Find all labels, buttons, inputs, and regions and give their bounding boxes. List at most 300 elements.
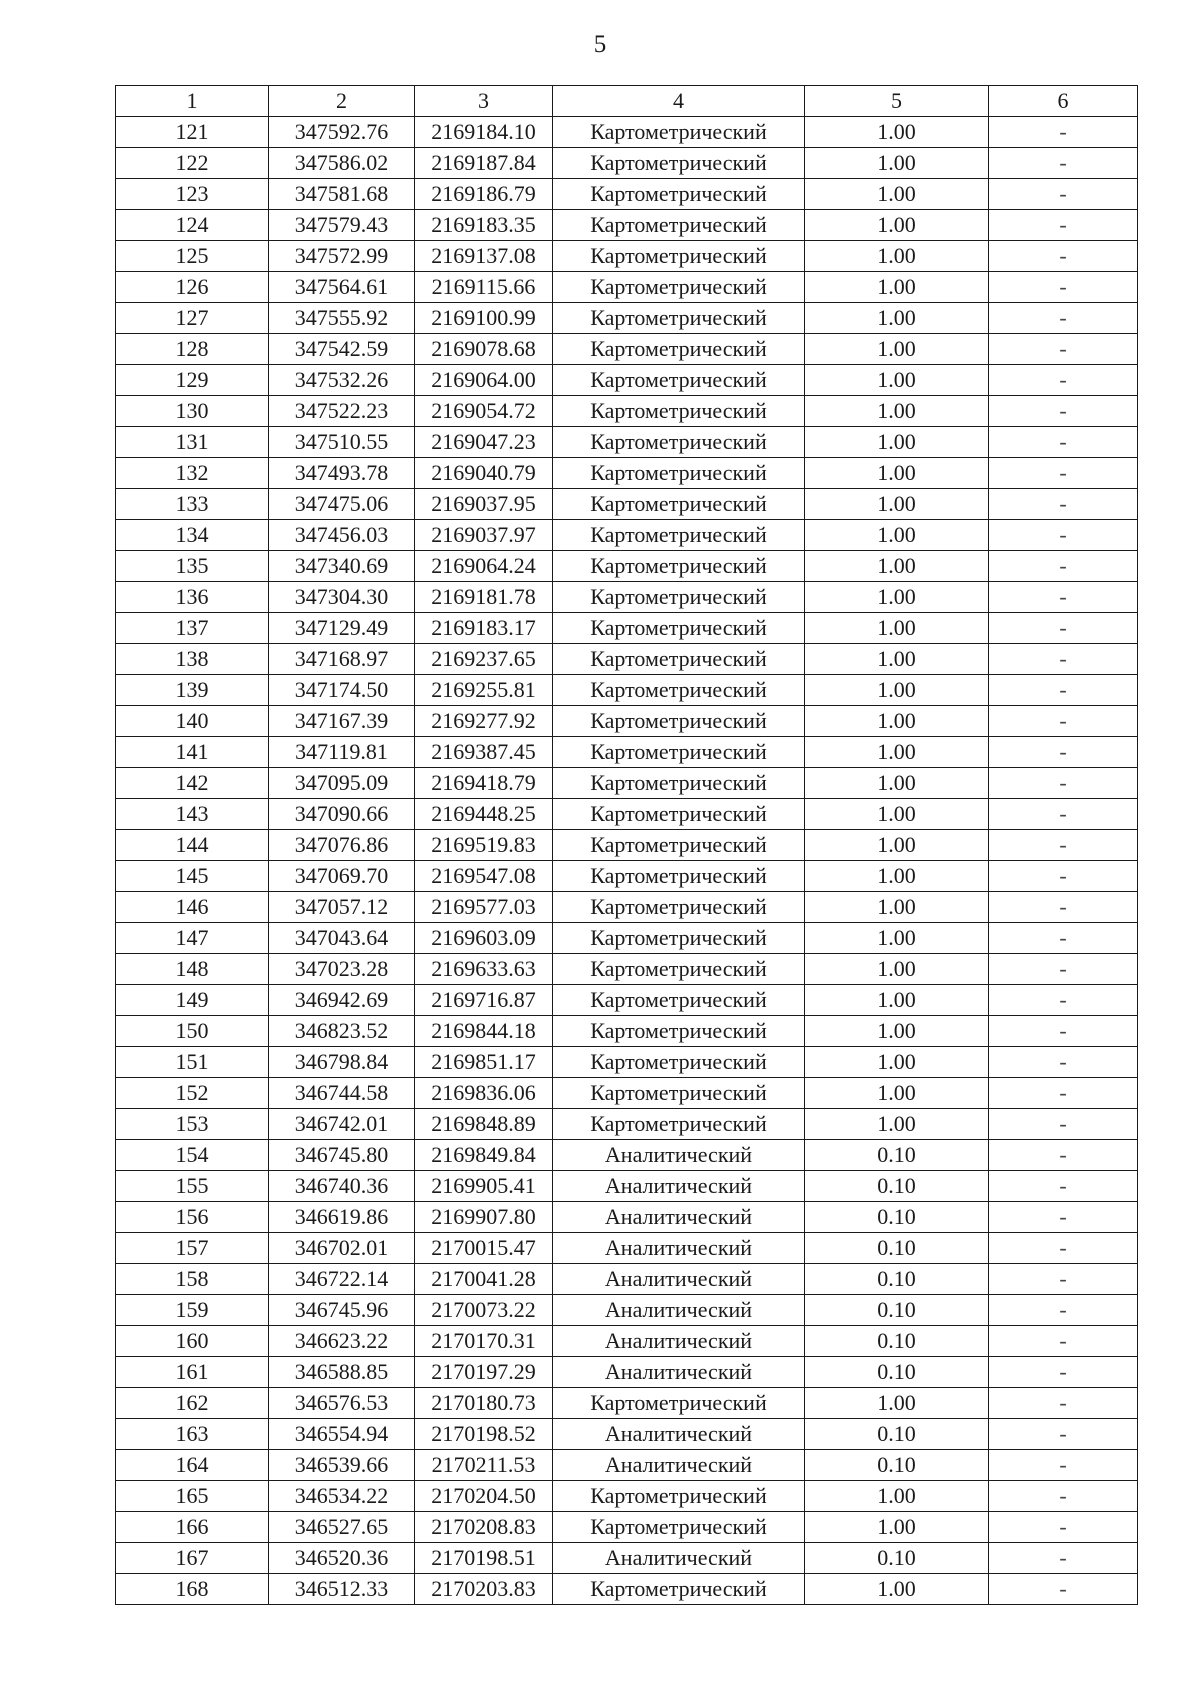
x-coordinate-cell: 346534.22: [269, 1481, 415, 1512]
table-row: [116, 799, 1138, 830]
y-coordinate-cell: 2169387.45: [415, 737, 553, 768]
y-coordinate-cell: 2169100.99: [415, 303, 553, 334]
table-row: [116, 613, 1138, 644]
point-number-cell: 126: [116, 272, 269, 303]
accuracy-cell: 1.00: [805, 1512, 989, 1543]
note-cell: -: [989, 675, 1138, 706]
y-coordinate-cell: 2169448.25: [415, 799, 553, 830]
x-coordinate-cell: 347592.76: [269, 117, 415, 148]
note-cell: -: [989, 613, 1138, 644]
note-cell: -: [989, 1171, 1138, 1202]
x-coordinate-cell: 347069.70: [269, 861, 415, 892]
table-row: [116, 365, 1138, 396]
accuracy-cell: 0.10: [805, 1357, 989, 1388]
table-row: [116, 427, 1138, 458]
point-number-cell: 161: [116, 1357, 269, 1388]
x-coordinate-cell: 346576.53: [269, 1388, 415, 1419]
x-coordinate-cell: 347129.49: [269, 613, 415, 644]
x-coordinate-cell: 346823.52: [269, 1016, 415, 1047]
y-coordinate-cell: 2169047.23: [415, 427, 553, 458]
accuracy-cell: 1.00: [805, 551, 989, 582]
x-coordinate-cell: 347119.81: [269, 737, 415, 768]
accuracy-cell: 1.00: [805, 117, 989, 148]
table-row: [116, 706, 1138, 737]
x-coordinate-cell: 347586.02: [269, 148, 415, 179]
accuracy-cell: 1.00: [805, 954, 989, 985]
point-number-cell: 144: [116, 830, 269, 861]
column-header-3: 3: [415, 86, 553, 117]
x-coordinate-cell: 347456.03: [269, 520, 415, 551]
method-cell: Аналитический: [553, 1264, 805, 1295]
accuracy-cell: 1.00: [805, 1109, 989, 1140]
x-coordinate-cell: 347057.12: [269, 892, 415, 923]
method-cell: Картометрический: [553, 458, 805, 489]
y-coordinate-cell: 2169844.18: [415, 1016, 553, 1047]
y-coordinate-cell: 2169183.17: [415, 613, 553, 644]
y-coordinate-cell: 2169037.97: [415, 520, 553, 551]
method-cell: Картометрический: [553, 1078, 805, 1109]
accuracy-cell: 0.10: [805, 1543, 989, 1574]
y-coordinate-cell: 2170015.47: [415, 1233, 553, 1264]
y-coordinate-cell: 2170198.51: [415, 1543, 553, 1574]
note-cell: -: [989, 1543, 1138, 1574]
point-number-cell: 160: [116, 1326, 269, 1357]
x-coordinate-cell: 347174.50: [269, 675, 415, 706]
x-coordinate-cell: 347510.55: [269, 427, 415, 458]
point-number-cell: 152: [116, 1078, 269, 1109]
point-number-cell: 128: [116, 334, 269, 365]
accuracy-cell: 1.00: [805, 489, 989, 520]
x-coordinate-cell: 346722.14: [269, 1264, 415, 1295]
note-cell: -: [989, 1450, 1138, 1481]
note-cell: -: [989, 1481, 1138, 1512]
note-cell: -: [989, 861, 1138, 892]
method-cell: Картометрический: [553, 396, 805, 427]
y-coordinate-cell: 2169577.03: [415, 892, 553, 923]
note-cell: -: [989, 365, 1138, 396]
x-coordinate-cell: 347493.78: [269, 458, 415, 489]
method-cell: Картометрический: [553, 210, 805, 241]
column-header-2: 2: [269, 86, 415, 117]
point-number-cell: 141: [116, 737, 269, 768]
accuracy-cell: 0.10: [805, 1171, 989, 1202]
method-cell: Аналитический: [553, 1357, 805, 1388]
x-coordinate-cell: 347542.59: [269, 334, 415, 365]
point-number-cell: 146: [116, 892, 269, 923]
accuracy-cell: 1.00: [805, 644, 989, 675]
table-row: [116, 1481, 1138, 1512]
accuracy-cell: 1.00: [805, 1047, 989, 1078]
x-coordinate-cell: 347090.66: [269, 799, 415, 830]
y-coordinate-cell: 2169255.81: [415, 675, 553, 706]
table-row: [116, 458, 1138, 489]
accuracy-cell: 1.00: [805, 799, 989, 830]
y-coordinate-cell: 2170180.73: [415, 1388, 553, 1419]
accuracy-cell: 0.10: [805, 1295, 989, 1326]
point-number-cell: 142: [116, 768, 269, 799]
x-coordinate-cell: 346619.86: [269, 1202, 415, 1233]
x-coordinate-cell: 346512.33: [269, 1574, 415, 1605]
y-coordinate-cell: 2169547.08: [415, 861, 553, 892]
x-coordinate-cell: 346742.01: [269, 1109, 415, 1140]
point-number-cell: 155: [116, 1171, 269, 1202]
accuracy-cell: 0.10: [805, 1419, 989, 1450]
point-number-cell: 123: [116, 179, 269, 210]
y-coordinate-cell: 2169184.10: [415, 117, 553, 148]
table-row: [116, 582, 1138, 613]
accuracy-cell: 1.00: [805, 334, 989, 365]
note-cell: -: [989, 1419, 1138, 1450]
y-coordinate-cell: 2169907.80: [415, 1202, 553, 1233]
x-coordinate-cell: 347304.30: [269, 582, 415, 613]
y-coordinate-cell: 2169277.92: [415, 706, 553, 737]
method-cell: Картометрический: [553, 1574, 805, 1605]
method-cell: Картометрический: [553, 954, 805, 985]
table-row: [116, 396, 1138, 427]
y-coordinate-cell: 2169851.17: [415, 1047, 553, 1078]
point-number-cell: 124: [116, 210, 269, 241]
y-coordinate-cell: 2169064.24: [415, 551, 553, 582]
point-number-cell: 162: [116, 1388, 269, 1419]
y-coordinate-cell: 2169519.83: [415, 830, 553, 861]
accuracy-cell: 1.00: [805, 737, 989, 768]
table-row: [116, 861, 1138, 892]
point-number-cell: 151: [116, 1047, 269, 1078]
note-cell: -: [989, 1202, 1138, 1233]
x-coordinate-cell: 346702.01: [269, 1233, 415, 1264]
accuracy-cell: 1.00: [805, 768, 989, 799]
table-row: [116, 1233, 1138, 1264]
method-cell: Картометрический: [553, 1047, 805, 1078]
point-number-cell: 127: [116, 303, 269, 334]
method-cell: Картометрический: [553, 892, 805, 923]
x-coordinate-cell: 346745.96: [269, 1295, 415, 1326]
method-cell: Картометрический: [553, 334, 805, 365]
accuracy-cell: 1.00: [805, 675, 989, 706]
point-number-cell: 136: [116, 582, 269, 613]
y-coordinate-cell: 2170073.22: [415, 1295, 553, 1326]
accuracy-cell: 1.00: [805, 396, 989, 427]
point-number-cell: 138: [116, 644, 269, 675]
table-row: [116, 1109, 1138, 1140]
y-coordinate-cell: 2169064.00: [415, 365, 553, 396]
x-coordinate-cell: 347579.43: [269, 210, 415, 241]
x-coordinate-cell: 346539.66: [269, 1450, 415, 1481]
note-cell: -: [989, 737, 1138, 768]
point-number-cell: 139: [116, 675, 269, 706]
y-coordinate-cell: 2170170.31: [415, 1326, 553, 1357]
accuracy-cell: 0.10: [805, 1450, 989, 1481]
y-coordinate-cell: 2169237.65: [415, 644, 553, 675]
y-coordinate-cell: 2170197.29: [415, 1357, 553, 1388]
page-number: 5: [593, 31, 607, 58]
x-coordinate-cell: 346554.94: [269, 1419, 415, 1450]
point-number-cell: 153: [116, 1109, 269, 1140]
accuracy-cell: 1.00: [805, 179, 989, 210]
x-coordinate-cell: 347340.69: [269, 551, 415, 582]
point-number-cell: 156: [116, 1202, 269, 1233]
note-cell: -: [989, 892, 1138, 923]
x-coordinate-cell: 347043.64: [269, 923, 415, 954]
method-cell: Аналитический: [553, 1171, 805, 1202]
method-cell: Аналитический: [553, 1543, 805, 1574]
method-cell: Аналитический: [553, 1140, 805, 1171]
method-cell: Картометрический: [553, 365, 805, 396]
x-coordinate-cell: 346588.85: [269, 1357, 415, 1388]
table-row: [116, 241, 1138, 272]
x-coordinate-cell: 346520.36: [269, 1543, 415, 1574]
point-number-cell: 132: [116, 458, 269, 489]
note-cell: -: [989, 923, 1138, 954]
y-coordinate-cell: 2169187.84: [415, 148, 553, 179]
accuracy-cell: 1.00: [805, 148, 989, 179]
accuracy-cell: 1.00: [805, 613, 989, 644]
table-row: [116, 1388, 1138, 1419]
method-cell: Картометрический: [553, 768, 805, 799]
table-row: [116, 1512, 1138, 1543]
note-cell: -: [989, 1326, 1138, 1357]
method-cell: Картометрический: [553, 1512, 805, 1543]
table-row: [116, 148, 1138, 179]
table-row: [116, 1574, 1138, 1605]
column-header-1: 1: [116, 86, 269, 117]
table-row: [116, 1047, 1138, 1078]
x-coordinate-cell: 347555.92: [269, 303, 415, 334]
accuracy-cell: 1.00: [805, 892, 989, 923]
note-cell: -: [989, 1140, 1138, 1171]
note-cell: -: [989, 117, 1138, 148]
table-row: [116, 923, 1138, 954]
y-coordinate-cell: 2169183.35: [415, 210, 553, 241]
method-cell: Аналитический: [553, 1202, 805, 1233]
column-header-4: 4: [553, 86, 805, 117]
x-coordinate-cell: 346623.22: [269, 1326, 415, 1357]
table-row: [116, 303, 1138, 334]
note-cell: -: [989, 954, 1138, 985]
x-coordinate-cell: 347168.97: [269, 644, 415, 675]
note-cell: -: [989, 520, 1138, 551]
table-row: [116, 985, 1138, 1016]
note-cell: -: [989, 427, 1138, 458]
y-coordinate-cell: 2169186.79: [415, 179, 553, 210]
method-cell: Картометрический: [553, 241, 805, 272]
method-cell: Аналитический: [553, 1326, 805, 1357]
method-cell: Картометрический: [553, 923, 805, 954]
y-coordinate-cell: 2169633.63: [415, 954, 553, 985]
method-cell: Картометрический: [553, 179, 805, 210]
accuracy-cell: 1.00: [805, 272, 989, 303]
table-row: [116, 1140, 1138, 1171]
y-coordinate-cell: 2169078.68: [415, 334, 553, 365]
note-cell: -: [989, 830, 1138, 861]
method-cell: Картометрический: [553, 737, 805, 768]
x-coordinate-cell: 347522.23: [269, 396, 415, 427]
method-cell: Картометрический: [553, 985, 805, 1016]
point-number-cell: 125: [116, 241, 269, 272]
table-row: [116, 1171, 1138, 1202]
point-number-cell: 147: [116, 923, 269, 954]
method-cell: Картометрический: [553, 1109, 805, 1140]
accuracy-cell: 1.00: [805, 303, 989, 334]
y-coordinate-cell: 2169849.84: [415, 1140, 553, 1171]
y-coordinate-cell: 2170211.53: [415, 1450, 553, 1481]
point-number-cell: 154: [116, 1140, 269, 1171]
note-cell: -: [989, 1574, 1138, 1605]
table-row: [116, 210, 1138, 241]
x-coordinate-cell: 346942.69: [269, 985, 415, 1016]
note-cell: -: [989, 1109, 1138, 1140]
point-number-cell: 164: [116, 1450, 269, 1481]
note-cell: -: [989, 1512, 1138, 1543]
accuracy-cell: 1.00: [805, 365, 989, 396]
x-coordinate-cell: 346744.58: [269, 1078, 415, 1109]
table-row: [116, 272, 1138, 303]
table-row: [116, 1357, 1138, 1388]
table-row: [116, 489, 1138, 520]
point-number-cell: 158: [116, 1264, 269, 1295]
note-cell: -: [989, 706, 1138, 737]
point-number-cell: 166: [116, 1512, 269, 1543]
x-coordinate-cell: 347532.26: [269, 365, 415, 396]
accuracy-cell: 1.00: [805, 458, 989, 489]
x-coordinate-cell: 347581.68: [269, 179, 415, 210]
y-coordinate-cell: 2169137.08: [415, 241, 553, 272]
point-number-cell: 137: [116, 613, 269, 644]
y-coordinate-cell: 2170198.52: [415, 1419, 553, 1450]
accuracy-cell: 1.00: [805, 582, 989, 613]
x-coordinate-cell: 347564.61: [269, 272, 415, 303]
accuracy-cell: 0.10: [805, 1140, 989, 1171]
table-row: [116, 830, 1138, 861]
method-cell: Картометрический: [553, 272, 805, 303]
table-row: [116, 117, 1138, 148]
note-cell: -: [989, 1016, 1138, 1047]
table-body: [116, 117, 1138, 1605]
point-number-cell: 150: [116, 1016, 269, 1047]
point-number-cell: 145: [116, 861, 269, 892]
method-cell: Картометрический: [553, 1016, 805, 1047]
table-row: [116, 1202, 1138, 1233]
table-row: [116, 675, 1138, 706]
accuracy-cell: 1.00: [805, 830, 989, 861]
note-cell: -: [989, 582, 1138, 613]
accuracy-cell: 0.10: [805, 1264, 989, 1295]
note-cell: -: [989, 303, 1138, 334]
x-coordinate-cell: 347572.99: [269, 241, 415, 272]
table-row: [116, 520, 1138, 551]
accuracy-cell: 1.00: [805, 1388, 989, 1419]
method-cell: Картометрический: [553, 520, 805, 551]
note-cell: -: [989, 1078, 1138, 1109]
y-coordinate-cell: 2170204.50: [415, 1481, 553, 1512]
method-cell: Картометрический: [553, 303, 805, 334]
method-cell: Картометрический: [553, 613, 805, 644]
point-number-cell: 167: [116, 1543, 269, 1574]
point-number-cell: 159: [116, 1295, 269, 1326]
method-cell: Картометрический: [553, 830, 805, 861]
column-header-5: 5: [805, 86, 989, 117]
accuracy-cell: 0.10: [805, 1326, 989, 1357]
y-coordinate-cell: 2169037.95: [415, 489, 553, 520]
y-coordinate-cell: 2169603.09: [415, 923, 553, 954]
y-coordinate-cell: 2169836.06: [415, 1078, 553, 1109]
method-cell: Картометрический: [553, 117, 805, 148]
point-number-cell: 143: [116, 799, 269, 830]
point-number-cell: 165: [116, 1481, 269, 1512]
method-cell: Картометрический: [553, 861, 805, 892]
table-row: [116, 954, 1138, 985]
point-number-cell: 122: [116, 148, 269, 179]
table-row: [116, 892, 1138, 923]
accuracy-cell: 1.00: [805, 861, 989, 892]
point-number-cell: 131: [116, 427, 269, 458]
point-number-cell: 148: [116, 954, 269, 985]
method-cell: Картометрический: [553, 706, 805, 737]
y-coordinate-cell: 2169848.89: [415, 1109, 553, 1140]
point-number-cell: 129: [116, 365, 269, 396]
method-cell: Картометрический: [553, 148, 805, 179]
y-coordinate-cell: 2169716.87: [415, 985, 553, 1016]
note-cell: -: [989, 1233, 1138, 1264]
x-coordinate-cell: 347167.39: [269, 706, 415, 737]
method-cell: Аналитический: [553, 1233, 805, 1264]
y-coordinate-cell: 2169054.72: [415, 396, 553, 427]
method-cell: Картометрический: [553, 1388, 805, 1419]
y-coordinate-cell: 2169418.79: [415, 768, 553, 799]
x-coordinate-cell: 346798.84: [269, 1047, 415, 1078]
accuracy-cell: 1.00: [805, 923, 989, 954]
table-row: [116, 1326, 1138, 1357]
point-number-cell: 134: [116, 520, 269, 551]
note-cell: -: [989, 1388, 1138, 1419]
table-row: [116, 179, 1138, 210]
column-header-6: 6: [989, 86, 1138, 117]
note-cell: -: [989, 1264, 1138, 1295]
point-number-cell: 135: [116, 551, 269, 582]
note-cell: -: [989, 1357, 1138, 1388]
note-cell: -: [989, 489, 1138, 520]
table-row: [116, 1264, 1138, 1295]
accuracy-cell: 1.00: [805, 706, 989, 737]
note-cell: -: [989, 241, 1138, 272]
method-cell: Аналитический: [553, 1450, 805, 1481]
method-cell: Картометрический: [553, 799, 805, 830]
method-cell: Аналитический: [553, 1419, 805, 1450]
y-coordinate-cell: 2169181.78: [415, 582, 553, 613]
method-cell: Картометрический: [553, 582, 805, 613]
note-cell: -: [989, 334, 1138, 365]
table-row: [116, 1450, 1138, 1481]
note-cell: -: [989, 799, 1138, 830]
table-header-row: [116, 86, 1138, 117]
accuracy-cell: 0.10: [805, 1202, 989, 1233]
point-number-cell: 140: [116, 706, 269, 737]
note-cell: -: [989, 179, 1138, 210]
accuracy-cell: 1.00: [805, 1574, 989, 1605]
method-cell: Картометрический: [553, 489, 805, 520]
coordinates-table: [115, 85, 1138, 1605]
x-coordinate-cell: 347095.09: [269, 768, 415, 799]
table-row: [116, 1016, 1138, 1047]
accuracy-cell: 1.00: [805, 1016, 989, 1047]
note-cell: -: [989, 985, 1138, 1016]
method-cell: Картометрический: [553, 427, 805, 458]
table-row: [116, 551, 1138, 582]
accuracy-cell: 1.00: [805, 210, 989, 241]
y-coordinate-cell: 2170203.83: [415, 1574, 553, 1605]
note-cell: -: [989, 768, 1138, 799]
note-cell: -: [989, 644, 1138, 675]
